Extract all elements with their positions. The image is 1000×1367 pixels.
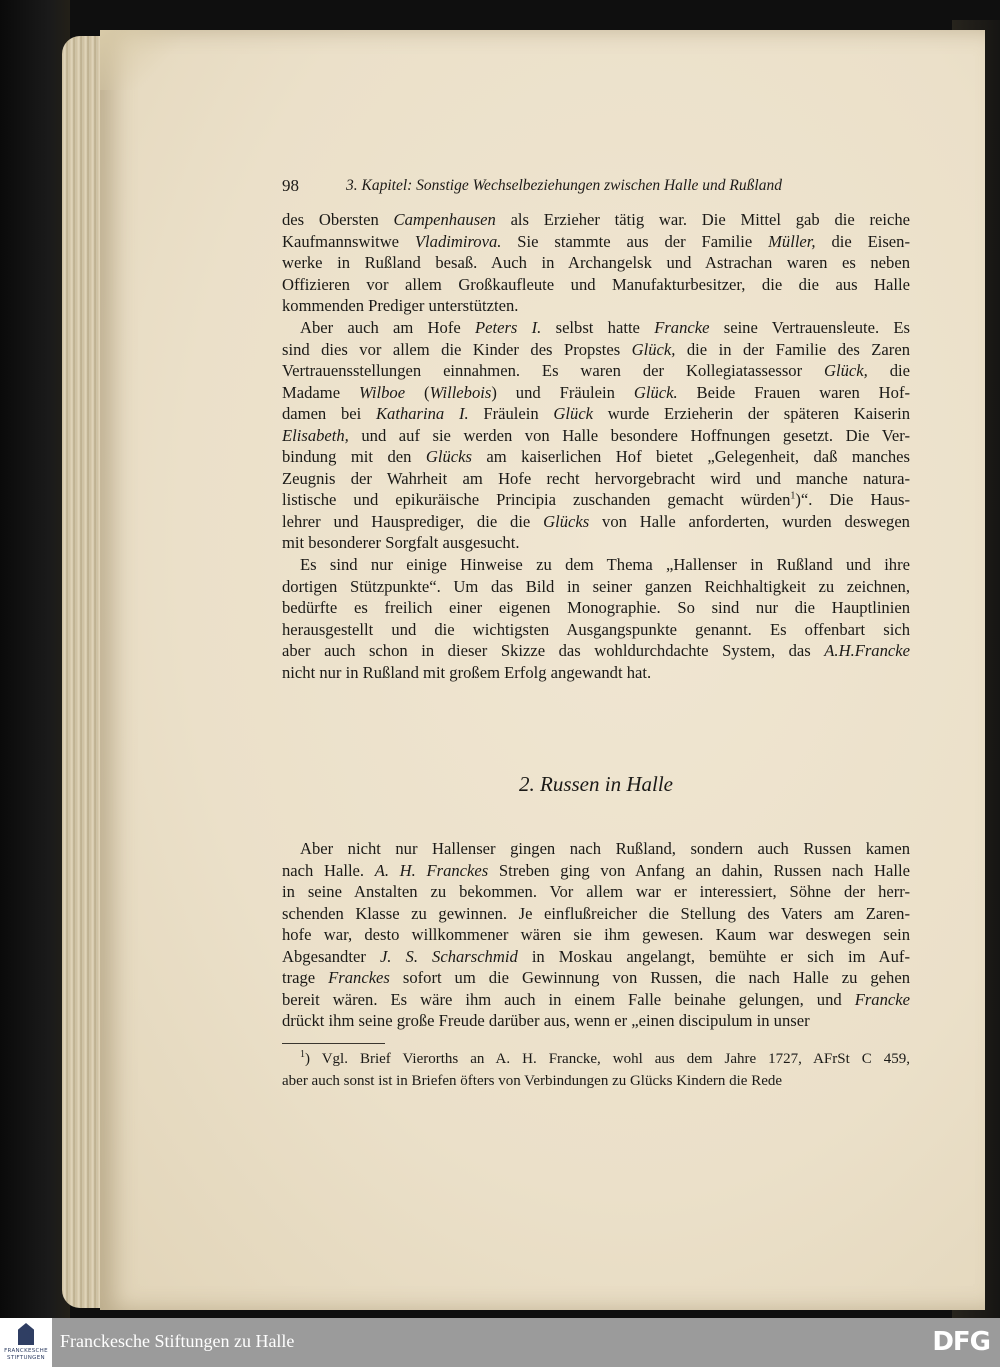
running-head	[282, 176, 912, 198]
logo-text: FRANCKESCHE STIFTUNGEN	[4, 1348, 48, 1361]
paragraph-4	[282, 838, 910, 1032]
text-line: Vertrauensstellungen einnahmen. Es waren der Kollegiatassessor Glück, die	[282, 361, 910, 381]
text-line: dortigen Stützpunkte“. Um das Bild in seiner ganzen Reichhaltigkeit zu zeichnen,	[282, 576, 910, 596]
text-line: nicht nur in Rußland mit großem Erfolg angewandt hat.	[282, 662, 652, 682]
text-line: des Obersten Campenhausen als Erzieher tätig war. Die Mittel gab die reiche	[282, 210, 910, 229]
text-line: Offizieren vor allem Großkaufleute und Manufakturbesitzer, die die aus Halle	[282, 274, 910, 294]
text-line: herausgestellt und die wichtigsten Ausgangspunkte genannt. Es offenbart sich	[282, 619, 910, 639]
paragraph-3	[282, 554, 910, 683]
text-line: trage Franckes sofort um die Gewinnung von Russen, die nach Halle zu gehen	[282, 968, 910, 988]
book-spine	[0, 0, 70, 1318]
text-line: aber auch schon in dieser Skizze das wohldurchdachte System, das A.H.Francke	[282, 641, 910, 661]
text-line: Abgesandter J. S. Scharschmid in Moskau angelangt, bemühte er sich im Auf-	[282, 946, 910, 966]
viewer-footer	[0, 1318, 1000, 1367]
text-line: Aber nicht nur Hallenser gingen nach Rußland, sondern auch Russen kamen	[300, 839, 910, 858]
text-line: in seine Anstalten zu bekommen. Vor allem war er interessiert, Söhne der herr-	[282, 882, 910, 902]
text-line: Madame Wilboe (Willebois) und Fräulein Glück. Beide Frauen waren Hof-	[282, 382, 910, 402]
text-line: lehrer und Hausprediger, die die Glücks von Halle anforderten, wurden deswegen	[282, 511, 910, 531]
text-line: Elisabeth, und auf sie werden von Halle besondere Hoffnungen gesetzt. Die Ver-	[282, 425, 910, 445]
foundation-logo[interactable]	[0, 1318, 52, 1367]
text-line: bedürfte es freilich einer eigenen Monographie. So sind nur die Hauptlinien	[282, 598, 910, 618]
text-line: Es sind nur einige Hinweise zu dem Thema „Hallenser in Rußland und ihre	[300, 555, 910, 574]
page-number: 98	[282, 176, 299, 195]
paragraph-2	[282, 317, 910, 554]
text-line: listische und epikuräische Principia zuschanden gemacht würden$^1$)“. Die Haus-	[282, 490, 910, 510]
chapter-title: 3. Kapitel: Sonstige Wechselbeziehungen zwischen Halle und Rußland	[346, 177, 782, 194]
text-line: sind dies vor allem die Kinder des Propstes Glück, die in der Familie des Zaren	[282, 339, 910, 359]
text-line: Aber auch am Hofe Peters I. selbst hatte Francke seine Vertrauensleute. Es	[300, 318, 910, 337]
institution-name: Franckesche Stiftungen zu Halle	[60, 1331, 295, 1351]
text-line: werke in Rußland besaß. Auch in Archangelsk und Astrachan waren es neben	[282, 253, 910, 273]
footnote-rule	[282, 1043, 385, 1044]
section-heading: 2. Russen in Halle	[519, 772, 673, 796]
page-corner-fold	[100, 30, 180, 90]
text-line: nach Halle. A. H. Franckes Streben ging von Anfang an dahin, Russen nach Halle	[282, 860, 910, 880]
text-line: drückt ihm seine große Freude darüber aus, wenn er „einen discipulum in unser	[282, 1011, 810, 1031]
text-line: bereit wären. Es wäre ihm auch in einem Falle beinahe gelungen, und Francke	[282, 989, 910, 1009]
footnote	[282, 1049, 910, 1092]
text-line: damen bei Katharina I. Fräulein Glück wurde Erzieherin der späteren Kaiserin	[282, 404, 910, 424]
text-line: Kaufmannswitwe Vladimirova. Sie stammte aus der Familie Müller, die Eisen-	[282, 231, 910, 251]
dfg-logo[interactable]: DFG	[932, 1327, 990, 1357]
text-line: Zeugnis der Wahrheit am Hofe recht hervorgebracht wird und manche natura-	[282, 468, 910, 488]
text-line: kommenden Prediger unterstützten.	[282, 296, 519, 316]
text-line: hofe war, desto willkommener wären sie ihm gewesen. Kaum war deswegen sein	[282, 925, 910, 945]
text-line: $^1$) Vgl. Brief Vierorths an A. H. Francke, wohl aus dem Jahre 1727, AFrSt C 459,	[300, 1049, 910, 1067]
building-icon	[18, 1323, 34, 1345]
text-line: bindung mit den Glücks am kaiserlichen Hof bietet „Gelegenheit, daß manches	[282, 447, 910, 467]
text-line: schenden Klasse zu gewinnen. Je einflußreicher die Stellung des Vaters am Zaren-	[282, 903, 910, 923]
text-line: aber auch sonst ist in Briefen öfters von Verbindungen zu Glücks Kindern die Rede	[282, 1072, 783, 1089]
text-line: mit besonderer Sorgfalt ausgesucht.	[282, 533, 520, 553]
paragraph-1	[282, 209, 910, 317]
